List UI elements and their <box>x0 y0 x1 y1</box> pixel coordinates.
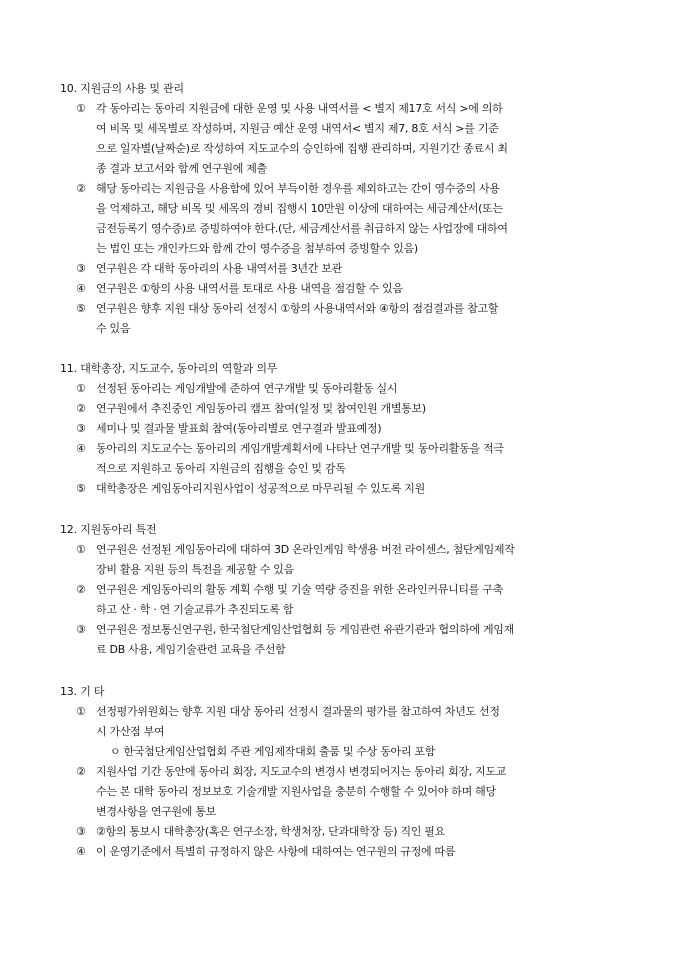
list-item <box>60 179 630 259</box>
item-text: 지원사업 기간 동안에 동아리 회장, 지도교수의 변경시 변경되어지는 동아리 회장, 지도교 수는 본 대학 동아리 정보보호 기술개발 지원사업을 충분히 수행할 수 있어야 하며 해당 변경사항을 연구원에 통보 <box>96 765 507 818</box>
section-heading: 12. 지원동아리 특전 <box>60 523 157 536</box>
item-text: ②항의 통보시 대학총장(혹은 연구소장, 학생처장, 단과대학장 등) 직인 필요 <box>96 825 445 838</box>
item-text: 각 동아리는 동아리 지원금에 대한 운영 및 사용 내역서를 < 별지 제17호 서식 >에 의하 여 비목 및 세목별로 작성하며, 지원금 예산 운영 내역서< 별지 제7, 8호 서식 >를 기준 으로 일자별(날짜순)로 작성하여 지도교수의 승인하에 집행 관리하며, 지원기간 종료시 최 종 결과 보고서와 함께 연구원에 제출 <box>96 102 508 175</box>
item-number: ② <box>76 402 86 415</box>
item-number: ② <box>76 765 86 778</box>
item-number: ④ <box>76 282 86 295</box>
item-text: 이 운영기준에서 특별히 규정하지 않은 사항에 대하여는 연구원의 규정에 따름 <box>96 845 456 858</box>
list-item <box>60 259 630 279</box>
list-item <box>60 439 630 479</box>
item-text: 연구원에서 추진중인 게임동아리 캠프 참여(일정 및 참여인원 개별통보) <box>96 402 426 415</box>
item-text: 선정평가위원회는 향후 지원 대상 동아리 선정시 결과물의 평가를 참고하여 차년도 선정 시 가산점 부여 <box>96 705 500 738</box>
list-item <box>60 419 630 439</box>
list-item <box>60 479 630 499</box>
section-heading: 10. 지원금의 사용 및 관리 <box>60 82 184 95</box>
section-10 <box>60 79 630 339</box>
item-number: ⑤ <box>76 302 86 315</box>
item-number: ⑤ <box>76 482 86 495</box>
item-text: 대학총장은 게임동아리지원사업이 성공적으로 마무리될 수 있도록 지원 <box>96 482 425 495</box>
list-item <box>60 762 630 822</box>
item-text: 해당 동아리는 지원금을 사용함에 있어 부득이한 경우를 제외하고는 간이 영수증의 사용 을 억제하고, 해당 비목 및 세목의 경비 집행시 10만원 이상에 대하여는 세금계산서(또는 금전등록기 영수증)로 증빙하여야 한다.(단, 세금계산서를 취급하지 않는 사업장에 대하여 는 법인 또는 개인카드와 함께 간이 영수증을 첨부하여 증빙할수 있음) <box>96 182 508 255</box>
list-item <box>60 702 630 742</box>
sub-item: ㅇ 한국첨단게임산업협회 주관 게임제작대회 출품 및 수상 동아리 포함 <box>110 745 436 758</box>
item-text: 연구원은 각 대학 동아리의 사용 내역서를 3년간 보관 <box>96 262 342 275</box>
item-number: ③ <box>76 262 86 275</box>
item-number: ① <box>76 705 86 718</box>
item-text: 선정된 동아리는 게임개발에 준하여 연구개발 및 동아리활동 실시 <box>96 382 398 395</box>
section-12 <box>60 520 630 660</box>
list-item <box>60 540 630 580</box>
list-item <box>60 580 630 620</box>
list-item <box>60 99 630 179</box>
section-11 <box>60 359 630 499</box>
item-text: 연구원은 ①항의 사용 내역서를 토대로 사용 내역을 점검할 수 있음 <box>96 282 403 295</box>
item-text: 연구원은 게임동아리의 활동 계획 수행 및 기술 역량 증진을 위한 온라인커뮤니티를 구축 하고 산 · 학 · 연 기술교류가 추진되도록 함 <box>96 583 503 616</box>
item-number: ④ <box>76 845 86 858</box>
list-item <box>60 379 630 399</box>
section-heading: 13. 기 타 <box>60 685 105 698</box>
item-number: ① <box>76 102 86 115</box>
section-heading: 11. 대학총장, 지도교수, 동아리의 역할과 의무 <box>60 362 278 375</box>
item-number: ④ <box>76 442 86 455</box>
item-number: ③ <box>76 422 86 435</box>
list-item <box>60 842 630 862</box>
item-number: ③ <box>76 825 86 838</box>
list-item <box>60 279 630 299</box>
item-text: 연구원은 향후 지원 대상 동아리 선정시 ①항의 사용내역서와 ④항의 점검결과를 참고할 수 있음 <box>96 302 499 335</box>
item-text: 세미나 및 결과물 발표회 참여(동아리별로 연구결과 발표예정) <box>96 422 382 435</box>
item-number: ① <box>76 382 86 395</box>
item-number: ① <box>76 543 86 556</box>
list-item <box>60 399 630 419</box>
list-item <box>60 822 630 842</box>
item-number: ② <box>76 583 86 596</box>
item-text: 연구원은 정보통신연구원, 한국첨단게임산업협회 등 게임관련 유관기관과 협의하에 게임재 료 DB 사용, 게임기술관련 교육을 주선함 <box>96 623 514 656</box>
item-number: ③ <box>76 623 86 636</box>
item-text: 동아리의 지도교수는 동아리의 게임개발계획서에 나타난 연구개발 및 동아리활동을 적극 적으로 지원하고 동아리 지원금의 집행을 승인 및 감독 <box>96 442 504 475</box>
list-item <box>60 299 630 339</box>
section-13 <box>60 682 630 862</box>
item-text: 연구원은 선정된 게임동아리에 대하여 3D 온라인게임 학생용 버전 라이센스, 첨단게임제작 장비 활용 지원 등의 특전을 제공할 수 있음 <box>96 543 515 576</box>
item-number: ② <box>76 182 86 195</box>
list-item <box>60 620 630 660</box>
